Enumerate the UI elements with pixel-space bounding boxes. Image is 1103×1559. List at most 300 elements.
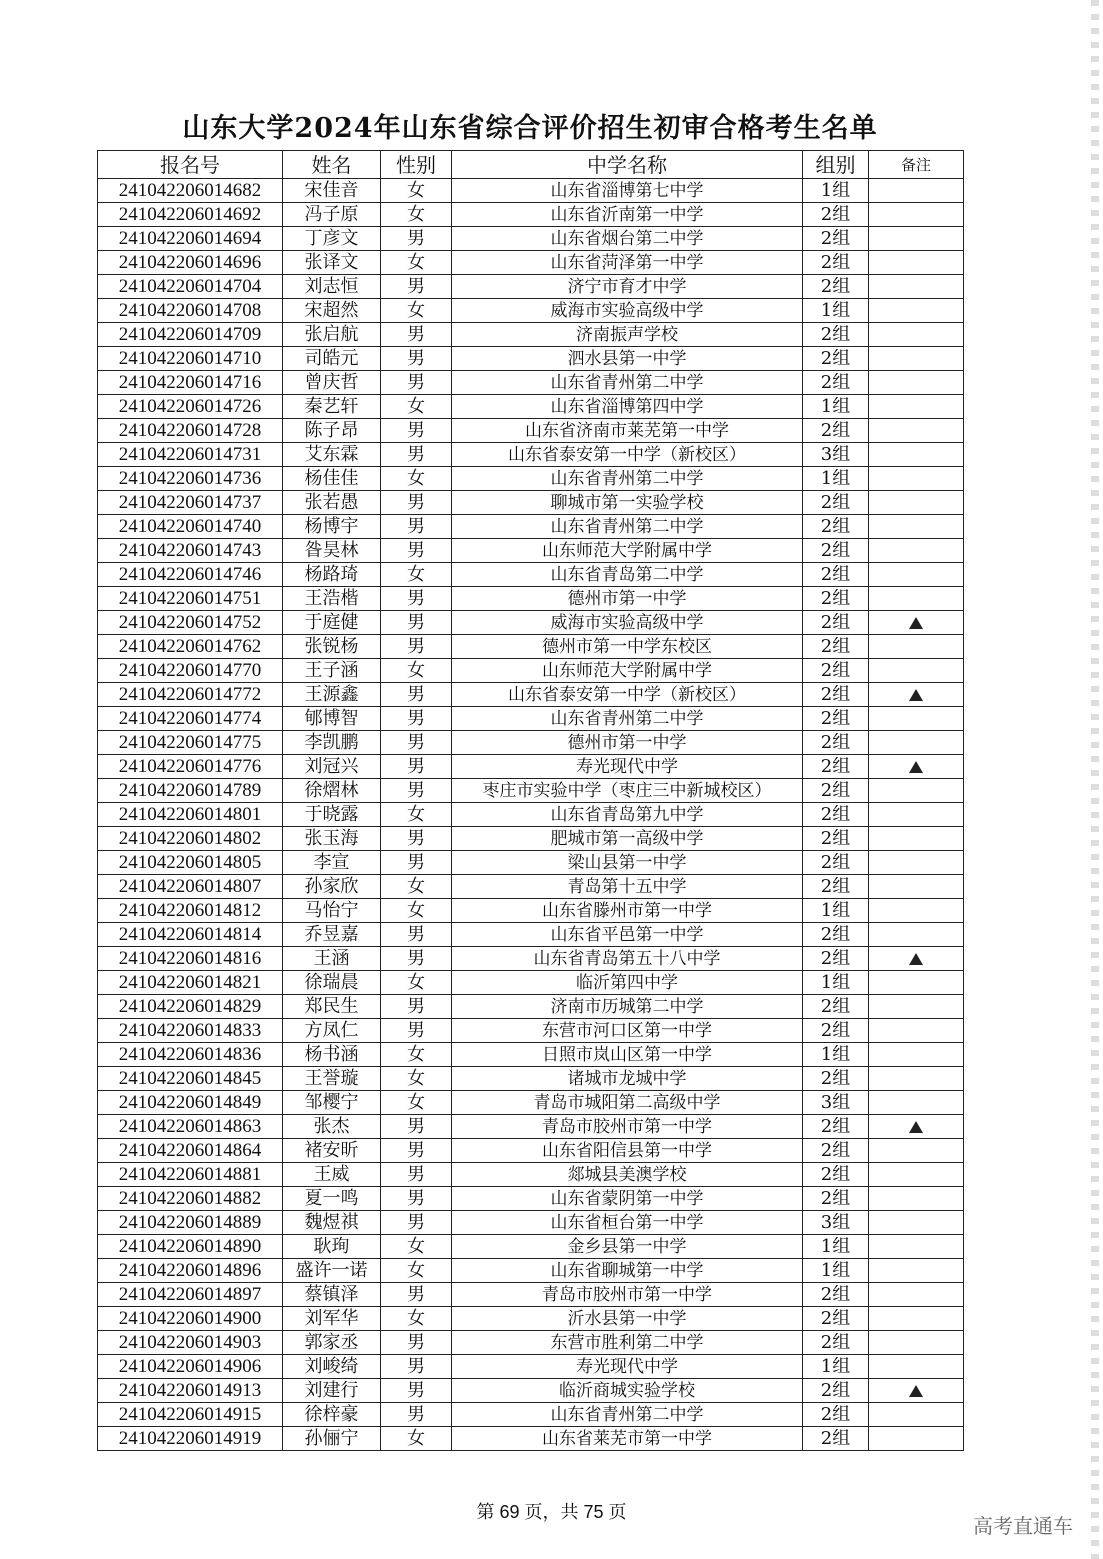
school-cell: 肥城市第一高级中学 — [452, 827, 803, 851]
name-cell: 李宣 — [283, 851, 381, 875]
school-cell: 山东省青岛第五十八中学 — [452, 947, 803, 971]
table-row — [98, 563, 964, 587]
table-row — [98, 947, 964, 971]
reg-no-cell: 241042206014731 — [98, 443, 283, 467]
group-cell: 1组 — [803, 971, 869, 995]
name-cell: 李凯鹏 — [283, 731, 381, 755]
reg-no-cell: 241042206014900 — [98, 1307, 283, 1331]
gender-cell: 男 — [381, 347, 452, 371]
gender-cell: 男 — [381, 779, 452, 803]
table-row — [98, 1091, 964, 1115]
gender-cell: 男 — [381, 1139, 452, 1163]
reg-no-cell: 241042206014772 — [98, 683, 283, 707]
group-cell: 1组 — [803, 1235, 869, 1259]
school-cell: 山东省滕州市第一中学 — [452, 899, 803, 923]
document-title: 山东大学2024年山东省综合评价招生初审合格考生名单 — [182, 113, 878, 144]
remark-cell — [869, 995, 964, 1019]
table-row — [98, 347, 964, 371]
reg-no-cell: 241042206014913 — [98, 1379, 283, 1403]
gender-cell: 男 — [381, 923, 452, 947]
table-row — [98, 1403, 964, 1427]
remark-cell — [869, 1259, 964, 1283]
table-header-row — [98, 151, 964, 179]
table-row — [98, 1187, 964, 1211]
gender-cell: 男 — [381, 1379, 452, 1403]
remark-cell — [869, 563, 964, 587]
reg-no-cell: 241042206014814 — [98, 923, 283, 947]
reg-no-cell: 241042206014863 — [98, 1115, 283, 1139]
name-cell: 张若愚 — [283, 491, 381, 515]
scan-edge — [1091, 0, 1099, 1559]
group-cell: 2组 — [803, 635, 869, 659]
school-cell: 济南市历城第二中学 — [452, 995, 803, 1019]
gender-cell: 女 — [381, 1067, 452, 1091]
gender-cell: 男 — [381, 323, 452, 347]
table-row — [98, 539, 964, 563]
table-row — [98, 1379, 964, 1403]
table-row — [98, 1427, 964, 1451]
school-cell: 德州市第一中学 — [452, 587, 803, 611]
name-cell: 乔昱嘉 — [283, 923, 381, 947]
reg-no-cell: 241042206014890 — [98, 1235, 283, 1259]
table-row — [98, 731, 964, 755]
reg-no-cell: 241042206014775 — [98, 731, 283, 755]
group-cell: 2组 — [803, 1115, 869, 1139]
triangle-marker-icon — [909, 1385, 923, 1397]
group-cell: 2组 — [803, 683, 869, 707]
group-cell: 2组 — [803, 611, 869, 635]
name-cell: 盛许一诺 — [283, 1259, 381, 1283]
school-cell: 山东省菏泽第一中学 — [452, 251, 803, 275]
gender-cell: 男 — [381, 755, 452, 779]
table-row — [98, 203, 964, 227]
gender-cell: 女 — [381, 1091, 452, 1115]
group-cell: 2组 — [803, 1139, 869, 1163]
remark-cell — [869, 1211, 964, 1235]
remark-cell — [869, 899, 964, 923]
group-cell: 2组 — [803, 251, 869, 275]
gender-cell: 男 — [381, 1115, 452, 1139]
reg-no-cell: 241042206014696 — [98, 251, 283, 275]
group-cell: 2组 — [803, 275, 869, 299]
reg-no-cell: 241042206014692 — [98, 203, 283, 227]
group-cell: 1组 — [803, 299, 869, 323]
reg-no-cell: 241042206014802 — [98, 827, 283, 851]
reg-no-cell: 241042206014903 — [98, 1331, 283, 1355]
remark-cell — [869, 1067, 964, 1091]
triangle-marker-icon — [909, 617, 923, 629]
school-cell: 山东省青岛第二中学 — [452, 563, 803, 587]
gender-cell: 女 — [381, 803, 452, 827]
reg-no-cell: 241042206014704 — [98, 275, 283, 299]
triangle-marker-icon — [909, 689, 923, 701]
candidate-table — [97, 150, 964, 1451]
group-cell: 2组 — [803, 731, 869, 755]
school-cell: 青岛第十五中学 — [452, 875, 803, 899]
reg-no-cell: 241042206014915 — [98, 1403, 283, 1427]
group-cell: 2组 — [803, 1067, 869, 1091]
gender-cell: 女 — [381, 659, 452, 683]
school-cell: 山东省阳信县第一中学 — [452, 1139, 803, 1163]
reg-no-cell: 241042206014805 — [98, 851, 283, 875]
gender-cell: 男 — [381, 1211, 452, 1235]
group-cell: 2组 — [803, 1283, 869, 1307]
group-cell: 2组 — [803, 947, 869, 971]
school-cell: 山东师范大学附属中学 — [452, 659, 803, 683]
gender-cell: 女 — [381, 251, 452, 275]
table-row — [98, 635, 964, 659]
name-cell: 刘峻绮 — [283, 1355, 381, 1379]
school-cell: 东营市河口区第一中学 — [452, 1019, 803, 1043]
name-cell: 刘冠兴 — [283, 755, 381, 779]
name-cell: 耿珣 — [283, 1235, 381, 1259]
remark-cell — [869, 491, 964, 515]
name-cell: 方凤仁 — [283, 1019, 381, 1043]
school-cell: 山东省平邑第一中学 — [452, 923, 803, 947]
reg-no-cell: 241042206014807 — [98, 875, 283, 899]
reg-no-cell: 241042206014726 — [98, 395, 283, 419]
group-cell: 2组 — [803, 923, 869, 947]
reg-no-cell: 241042206014740 — [98, 515, 283, 539]
table-row — [98, 659, 964, 683]
name-cell: 杨博宇 — [283, 515, 381, 539]
name-cell: 褚安昕 — [283, 1139, 381, 1163]
group-cell: 2组 — [803, 803, 869, 827]
name-cell: 王浩楷 — [283, 587, 381, 611]
remark-cell — [869, 515, 964, 539]
remark-cell — [869, 179, 964, 203]
name-cell: 冯子原 — [283, 203, 381, 227]
name-cell: 杨路琦 — [283, 563, 381, 587]
gender-cell: 男 — [381, 827, 452, 851]
reg-no-cell: 241042206014882 — [98, 1187, 283, 1211]
gender-cell: 女 — [381, 467, 452, 491]
table-body — [98, 179, 964, 1451]
name-cell: 宋超然 — [283, 299, 381, 323]
remark-cell — [869, 467, 964, 491]
table-row — [98, 1163, 964, 1187]
gender-cell: 男 — [381, 1355, 452, 1379]
name-cell: 丁彦文 — [283, 227, 381, 251]
gender-cell: 男 — [381, 275, 452, 299]
group-cell: 1组 — [803, 1259, 869, 1283]
group-cell: 2组 — [803, 707, 869, 731]
table-row — [98, 1235, 964, 1259]
group-cell: 2组 — [803, 1427, 869, 1451]
remark-cell — [869, 1235, 964, 1259]
group-cell: 2组 — [803, 875, 869, 899]
remark-cell — [869, 635, 964, 659]
remark-cell — [869, 1187, 964, 1211]
remark-cell — [869, 1283, 964, 1307]
name-cell: 司皓元 — [283, 347, 381, 371]
school-cell: 德州市第一中学东校区 — [452, 635, 803, 659]
reg-no-cell: 241042206014709 — [98, 323, 283, 347]
table-row — [98, 587, 964, 611]
name-cell: 张玉海 — [283, 827, 381, 851]
remark-cell — [869, 731, 964, 755]
watermark: 高考直通车 — [973, 1514, 1073, 1538]
table-row — [98, 371, 964, 395]
reg-no-cell: 241042206014789 — [98, 779, 283, 803]
school-cell: 沂水县第一中学 — [452, 1307, 803, 1331]
group-cell: 2组 — [803, 779, 869, 803]
school-cell: 诸城市龙城中学 — [452, 1067, 803, 1091]
name-cell: 刘建行 — [283, 1379, 381, 1403]
gender-cell: 男 — [381, 683, 452, 707]
reg-no-cell: 241042206014816 — [98, 947, 283, 971]
remark-cell — [869, 539, 964, 563]
school-cell: 枣庄市实验中学（枣庄三中新城校区） — [452, 779, 803, 803]
name-cell: 夏一鸣 — [283, 1187, 381, 1211]
table-row — [98, 875, 964, 899]
remark-cell — [869, 395, 964, 419]
name-cell: 郑民生 — [283, 995, 381, 1019]
table-row — [98, 971, 964, 995]
group-cell: 2组 — [803, 755, 869, 779]
group-cell: 2组 — [803, 1019, 869, 1043]
school-cell: 山东省青州第二中学 — [452, 707, 803, 731]
remark-cell — [869, 323, 964, 347]
name-cell: 马怡宁 — [283, 899, 381, 923]
name-cell: 于庭健 — [283, 611, 381, 635]
remark-cell — [869, 1019, 964, 1043]
table-row — [98, 227, 964, 251]
group-cell: 1组 — [803, 467, 869, 491]
school-cell: 威海市实验高级中学 — [452, 611, 803, 635]
remark-cell — [869, 443, 964, 467]
gender-cell: 男 — [381, 1331, 452, 1355]
reg-no-cell: 241042206014812 — [98, 899, 283, 923]
table-row — [98, 827, 964, 851]
school-cell: 山东省青州第二中学 — [452, 467, 803, 491]
name-cell: 王源鑫 — [283, 683, 381, 707]
gender-cell: 男 — [381, 1163, 452, 1187]
reg-no-cell: 241042206014919 — [98, 1427, 283, 1451]
header-name: 姓名 — [283, 151, 381, 179]
table-row — [98, 1115, 964, 1139]
gender-cell: 男 — [381, 1403, 452, 1427]
table-row — [98, 995, 964, 1019]
name-cell: 徐梓豪 — [283, 1403, 381, 1427]
reg-no-cell: 241042206014710 — [98, 347, 283, 371]
reg-no-cell: 241042206014770 — [98, 659, 283, 683]
name-cell: 张杰 — [283, 1115, 381, 1139]
school-cell: 山东省泰安第一中学（新校区） — [452, 443, 803, 467]
remark-cell — [869, 371, 964, 395]
remark-cell — [869, 1139, 964, 1163]
remark-cell — [869, 875, 964, 899]
remark-cell — [869, 803, 964, 827]
school-cell: 寿光现代中学 — [452, 755, 803, 779]
name-cell: 王威 — [283, 1163, 381, 1187]
gender-cell: 女 — [381, 563, 452, 587]
name-cell: 宋佳音 — [283, 179, 381, 203]
reg-no-cell: 241042206014762 — [98, 635, 283, 659]
remark-cell — [869, 1355, 964, 1379]
gender-cell: 女 — [381, 1427, 452, 1451]
group-cell: 1组 — [803, 899, 869, 923]
gender-cell: 女 — [381, 203, 452, 227]
remark-cell — [869, 947, 964, 971]
group-cell: 1组 — [803, 1355, 869, 1379]
gender-cell: 女 — [381, 899, 452, 923]
group-cell: 2组 — [803, 587, 869, 611]
table-row — [98, 395, 964, 419]
group-cell: 3组 — [803, 443, 869, 467]
reg-no-cell: 241042206014743 — [98, 539, 283, 563]
group-cell: 2组 — [803, 491, 869, 515]
gender-cell: 男 — [381, 947, 452, 971]
reg-no-cell: 241042206014751 — [98, 587, 283, 611]
group-cell: 2组 — [803, 323, 869, 347]
reg-no-cell: 241042206014829 — [98, 995, 283, 1019]
school-cell: 山东省淄博第四中学 — [452, 395, 803, 419]
table-row — [98, 323, 964, 347]
table-row — [98, 1043, 964, 1067]
gender-cell: 女 — [381, 1259, 452, 1283]
table-row — [98, 803, 964, 827]
name-cell: 杨佳佳 — [283, 467, 381, 491]
gender-cell: 男 — [381, 371, 452, 395]
reg-no-cell: 241042206014752 — [98, 611, 283, 635]
gender-cell: 女 — [381, 395, 452, 419]
remark-cell — [869, 779, 964, 803]
table-row — [98, 923, 964, 947]
table-row — [98, 899, 964, 923]
remark-cell — [869, 1163, 964, 1187]
group-cell: 2组 — [803, 659, 869, 683]
remark-cell — [869, 1043, 964, 1067]
table-row — [98, 1307, 964, 1331]
school-cell: 山东省青州第二中学 — [452, 515, 803, 539]
name-cell: 王誉璇 — [283, 1067, 381, 1091]
reg-no-cell: 241042206014728 — [98, 419, 283, 443]
header-remark: 备注 — [869, 151, 964, 179]
remark-cell — [869, 659, 964, 683]
group-cell: 2组 — [803, 371, 869, 395]
triangle-marker-icon — [909, 953, 923, 965]
remark-cell — [869, 1427, 964, 1451]
table-row — [98, 419, 964, 443]
group-cell: 2组 — [803, 347, 869, 371]
school-cell: 山东省青州第二中学 — [452, 371, 803, 395]
header-gender: 性别 — [381, 151, 452, 179]
school-cell: 聊城市第一实验学校 — [452, 491, 803, 515]
group-cell: 2组 — [803, 1403, 869, 1427]
gender-cell: 女 — [381, 1307, 452, 1331]
school-cell: 山东省青岛第九中学 — [452, 803, 803, 827]
name-cell: 昝昊林 — [283, 539, 381, 563]
gender-cell: 男 — [381, 611, 452, 635]
school-cell: 山东省青州第二中学 — [452, 1403, 803, 1427]
group-cell: 3组 — [803, 1211, 869, 1235]
school-cell: 德州市第一中学 — [452, 731, 803, 755]
name-cell: 邹樱宁 — [283, 1091, 381, 1115]
remark-cell — [869, 1379, 964, 1403]
reg-no-cell: 241042206014897 — [98, 1283, 283, 1307]
table-row — [98, 1355, 964, 1379]
name-cell: 郇博智 — [283, 707, 381, 731]
school-cell: 青岛市胶州市第一中学 — [452, 1283, 803, 1307]
table-row — [98, 251, 964, 275]
name-cell: 蔡镇泽 — [283, 1283, 381, 1307]
table-row — [98, 491, 964, 515]
reg-no-cell: 241042206014845 — [98, 1067, 283, 1091]
remark-cell — [869, 851, 964, 875]
name-cell: 王子涵 — [283, 659, 381, 683]
group-cell: 2组 — [803, 827, 869, 851]
remark-cell — [869, 587, 964, 611]
group-cell: 2组 — [803, 563, 869, 587]
group-cell: 2组 — [803, 419, 869, 443]
name-cell: 徐熠林 — [283, 779, 381, 803]
name-cell: 孙俪宁 — [283, 1427, 381, 1451]
remark-cell — [869, 347, 964, 371]
group-cell: 1组 — [803, 179, 869, 203]
remark-cell — [869, 419, 964, 443]
name-cell: 曾庆哲 — [283, 371, 381, 395]
school-cell: 梁山县第一中学 — [452, 851, 803, 875]
page-number: 第 69 页，共 75 页 — [476, 1502, 627, 1522]
table-row — [98, 1211, 964, 1235]
remark-cell — [869, 1091, 964, 1115]
table-row — [98, 851, 964, 875]
school-cell: 济宁市育才中学 — [452, 275, 803, 299]
name-cell: 孙家欣 — [283, 875, 381, 899]
header-school: 中学名称 — [452, 151, 803, 179]
gender-cell: 男 — [381, 1283, 452, 1307]
gender-cell: 女 — [381, 299, 452, 323]
table-row — [98, 299, 964, 323]
reg-no-cell: 241042206014836 — [98, 1043, 283, 1067]
school-cell: 山东省莱芜市第一中学 — [452, 1427, 803, 1451]
remark-cell — [869, 251, 964, 275]
gender-cell: 男 — [381, 443, 452, 467]
table-row — [98, 683, 964, 707]
reg-no-cell: 241042206014774 — [98, 707, 283, 731]
name-cell: 刘志恒 — [283, 275, 381, 299]
school-cell: 山东省济南市莱芜第一中学 — [452, 419, 803, 443]
school-cell: 临沂商城实验学校 — [452, 1379, 803, 1403]
remark-cell — [869, 275, 964, 299]
reg-no-cell: 241042206014889 — [98, 1211, 283, 1235]
school-cell: 山东省烟台第二中学 — [452, 227, 803, 251]
name-cell: 艾东霖 — [283, 443, 381, 467]
reg-no-cell: 241042206014906 — [98, 1355, 283, 1379]
gender-cell: 男 — [381, 587, 452, 611]
remark-cell — [869, 755, 964, 779]
name-cell: 王涵 — [283, 947, 381, 971]
reg-no-cell: 241042206014694 — [98, 227, 283, 251]
school-cell: 青岛市城阳第二高级中学 — [452, 1091, 803, 1115]
remark-cell — [869, 611, 964, 635]
reg-no-cell: 241042206014864 — [98, 1139, 283, 1163]
reg-no-cell: 241042206014682 — [98, 179, 283, 203]
reg-no-cell: 241042206014708 — [98, 299, 283, 323]
group-cell: 2组 — [803, 1331, 869, 1355]
remark-cell — [869, 827, 964, 851]
gender-cell: 男 — [381, 707, 452, 731]
name-cell: 张锐杨 — [283, 635, 381, 659]
name-cell: 徐瑞晨 — [283, 971, 381, 995]
table-row — [98, 611, 964, 635]
school-cell: 山东省淄博第七中学 — [452, 179, 803, 203]
school-cell: 山东省桓台第一中学 — [452, 1211, 803, 1235]
gender-cell: 男 — [381, 491, 452, 515]
name-cell: 秦艺轩 — [283, 395, 381, 419]
reg-no-cell: 241042206014896 — [98, 1259, 283, 1283]
